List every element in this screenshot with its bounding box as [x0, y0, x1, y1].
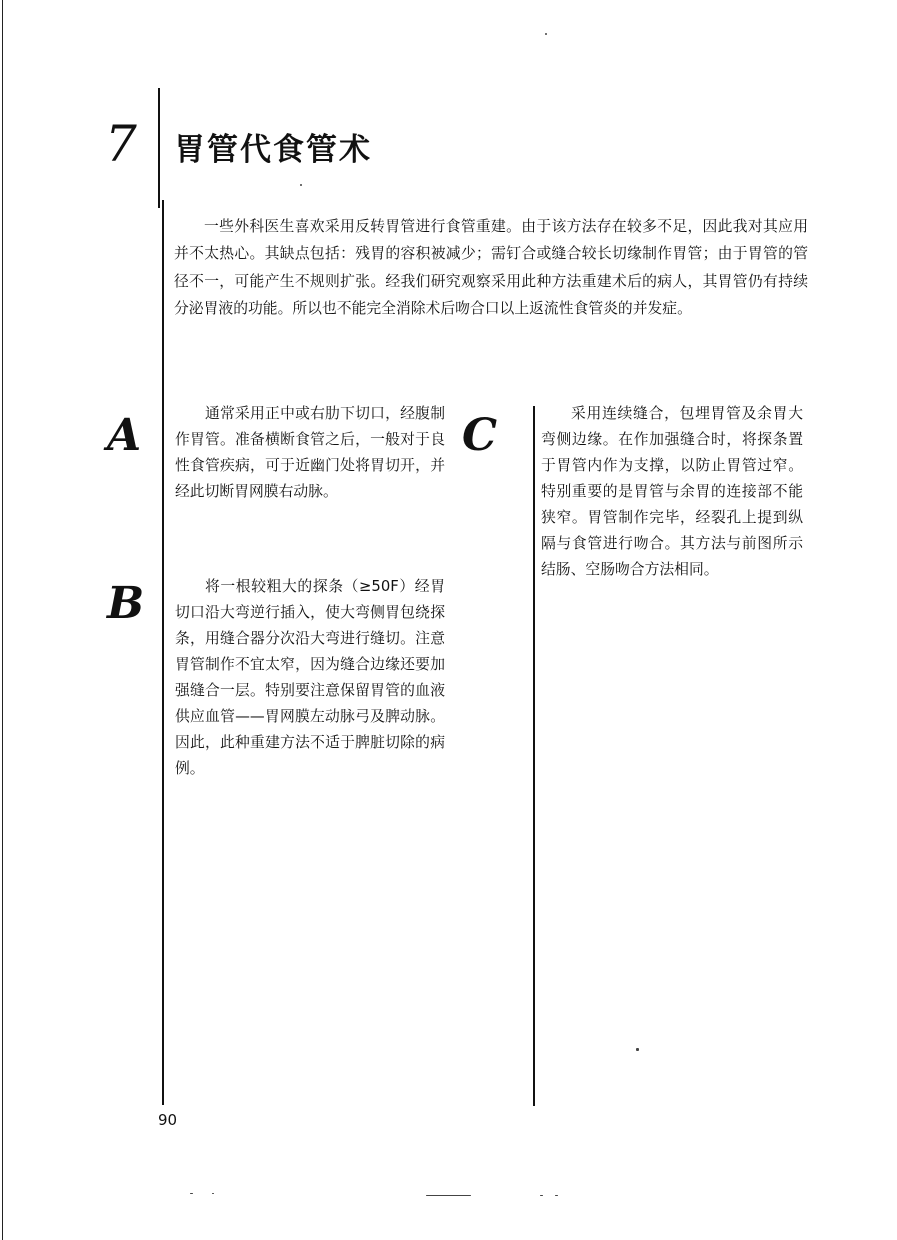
scan-speck	[540, 1195, 543, 1196]
section-letter-a: A	[107, 410, 142, 461]
chapter-rule	[158, 88, 160, 208]
page-edge-line	[2, 0, 3, 1240]
scan-speck	[212, 1193, 214, 1194]
scan-speck	[190, 1193, 193, 1194]
left-column-rule	[162, 200, 164, 1105]
section-letter-c: C	[462, 410, 498, 461]
section-letter-b: B	[107, 578, 145, 629]
section-b-text: 将一根较粗大的探条（≥50F）经胃切口沿大弯逆行插入，使大弯侧胃包绕探条，用缝合器分次沿大弯进行缝切。注意胃管制作不宜太窄，因为缝合边缘还要加强缝合一层。特别要注意保留胃管的血液供应血管——胃网膜左动脉弓及脾动脉。因此，此种重建方法不适于脾脏切除的病例。	[175, 578, 445, 777]
scan-speck	[545, 33, 547, 35]
intro-paragraph: 一些外科医生喜欢采用反转胃管进行食管重建。由于该方法存在较多不足，因此我对其应用并不太热心。其缺点包括：残胃的容积被减少；需钉合或缝合较长切缘制作胃管；由于胃管的管径不一，可能产生不规则扩张。经我们研究观察采用此种方法重建术后的病人，其胃管仍有持续分泌胃液的功能。所以也不能完全消除术后吻合口以上返流性食管炎的并发症。	[174, 218, 808, 318]
scan-speck	[636, 1048, 639, 1051]
chapter-title: 胃管代食管术	[174, 132, 372, 168]
middle-column-rule	[533, 406, 535, 1106]
chapter-number: 7	[105, 115, 137, 173]
page-number: 90	[158, 1111, 178, 1129]
scan-speck	[426, 1195, 471, 1196]
section-a-text: 通常采用正中或右肋下切口，经腹制作胃管。准备横断食管之后，一般对于良性食管疾病，可于近幽门处将胃切开，并经此切断胃网膜右动脉。	[175, 405, 445, 500]
scan-speck	[555, 1195, 558, 1196]
section-c-text: 采用连续缝合，包埋胃管及余胃大弯侧边缘。在作加强缝合时，将探条置于胃管内作为支撑，以防止胃管过窄。特别重要的是胃管与余胃的连接部不能狭窄。胃管制作完毕，经裂孔上提到纵隔与食管进行吻合。其方法与前图所示结肠、空肠吻合方法相同。	[541, 405, 803, 578]
scan-speck	[300, 184, 302, 186]
